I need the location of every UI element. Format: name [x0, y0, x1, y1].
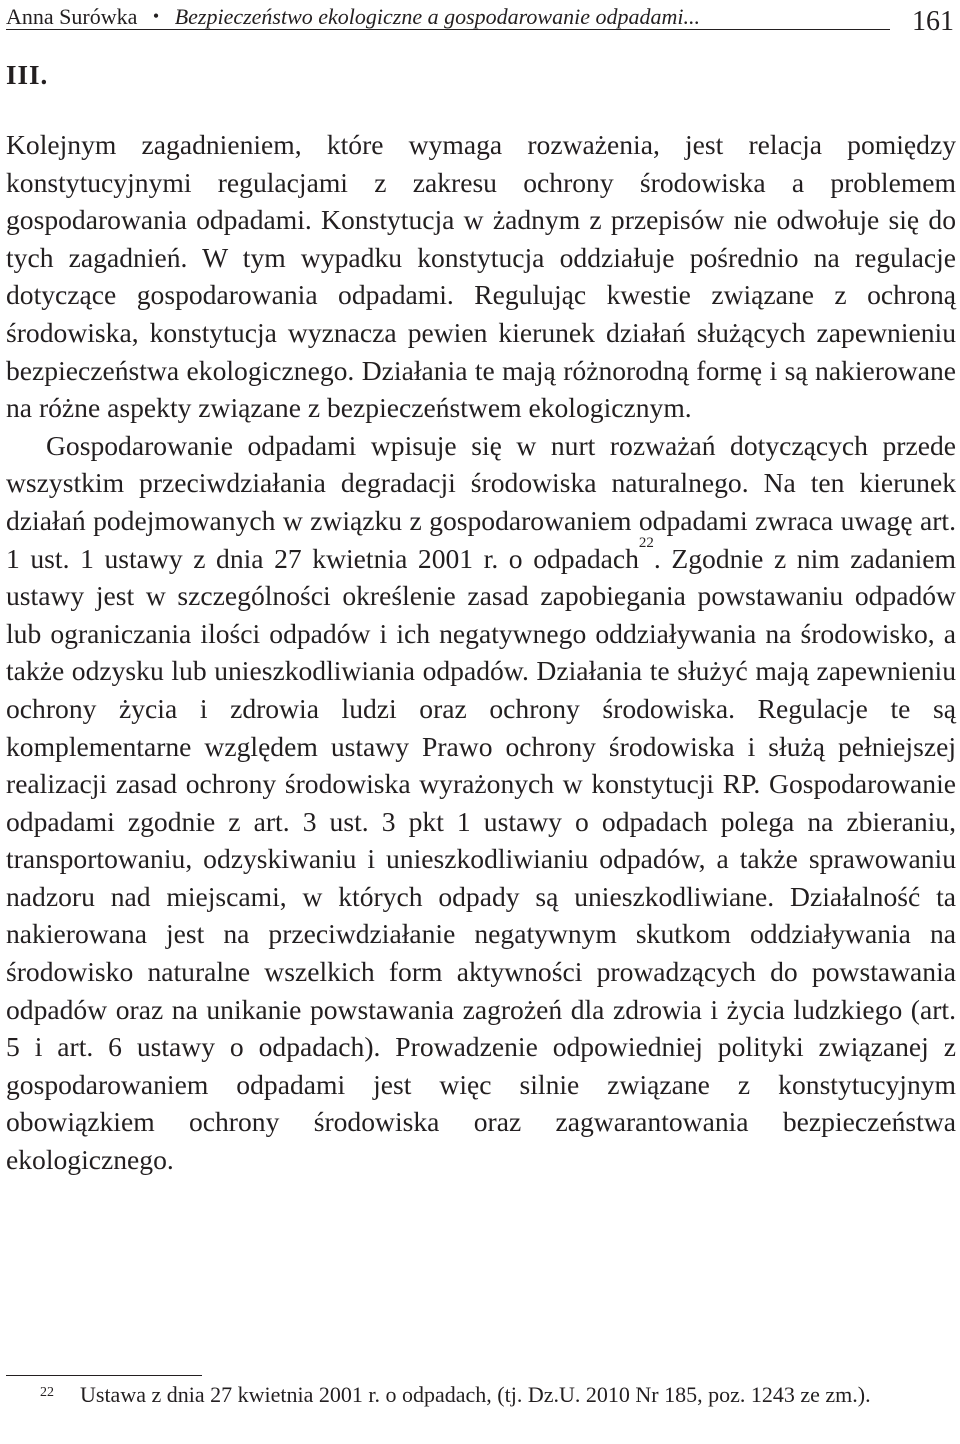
- paragraph-text: Gospodarowanie odpadami wpisuje się w nurt rozważań dotyczących przede wszystkim przeciwdziałania degradacji środowiska naturalnego. Na ten kierunek działań podejmowanych w związku z gospodarowaniem odpadami zwraca uwagę art. 1 ust. 1 ustawy z dnia 27 kwietnia 2001 r. o odpadach: [6, 429, 956, 574]
- footnote-rule: [6, 1375, 202, 1376]
- running-header: [6, 0, 956, 42]
- paragraph-text: . Zgodnie z nim zadaniem ustawy jest w szczególności określenie zasad zapobiegania powstawaniu odpadów lub ograniczania ilości odpadów i ich negatywnego oddziaływania na środowisko, a także odzysku lub unieszkodliwiania odpadów. Działania te służyć mają zapewnieniu ochrony życia i zdrowia ludzi oraz ochrony środowiska. Regulacje te są komplementarne względem ustawy Prawo ochrony środowiska i służą pełniejszej realizacji zasad ochrony środowiska wyrażonych w konstytucji RP. Gospodarowanie odpadami zgodnie z art. 3 ust. 3 pkt 1 ustawy o odpadach polega na zbieraniu, transportowaniu, odzyskiwaniu i unieszkodliwianiu odpadów, a także sprawowaniu nadzoru nad miejscami, w których odpady są unieszkodliwiane. Działalność ta nakierowana jest na przeciwdziałanie negatywnym skutkom oddziaływania na środowisko naturalne wszelkich form aktywności prowadzących do powstawania odpadów oraz na unikanie powstawania zagrożeń dla zdrowia i życia ludzkiego (art. 5 i art. 6 ustawy o odpadach). Prowadzenie odpowiedniej polityki związanej z gospodarowaniem odpadami jest więc silnie związane z konstytucyjnym obowiązkiem ochrony środowiska oraz zagwarantowania bezpieczeństwa ekologicznego.: [6, 542, 956, 1176]
- header-separator: •: [152, 6, 160, 26]
- header-rule: [6, 29, 890, 30]
- page-number: 161: [912, 6, 954, 37]
- paragraph: [6, 427, 956, 1179]
- footnote-text: Ustawa z dnia 27 kwietnia 2001 r. o odpadach, (tj. Dz.U. 2010 Nr 185, poz. 1243 ze zm.).: [80, 1382, 871, 1407]
- footnote: [6, 1380, 956, 1409]
- chapter-title: Bezpieczeństwo ekologiczne a gospodarowanie odpadami...: [174, 4, 700, 29]
- paragraph: [6, 126, 956, 427]
- footnote-number: 22: [40, 1385, 54, 1400]
- body-text: [6, 126, 956, 1179]
- author-name: Anna Surówka: [6, 4, 138, 29]
- running-head: [6, 4, 700, 30]
- section-heading: III.: [6, 60, 49, 90]
- footnote-reference[interactable]: 22: [638, 534, 654, 551]
- paragraph-text: Kolejnym zagadnieniem, które wymaga rozważenia, jest relacja pomiędzy konstytucyjnymi regulacjami z zakresu ochrony środowiska a problemem gospodarowania odpadami. Konstytucja w żadnym z przepisów nie odwołuje się do tych zagadnień. W tym wypadku konstytucja oddziałuje pośrednio na regulacje dotyczące gospodarowania odpadami. Regulując kwestie związane z ochroną środowiska, konstytucja wyznacza pewien kierunek działań służących zapewnieniu bezpieczeństwa ekologicznego. Działania te mają różnorodną formę i są nakierowane na różne aspekty związane z bezpieczeństwem ekologicznym.: [6, 129, 956, 424]
